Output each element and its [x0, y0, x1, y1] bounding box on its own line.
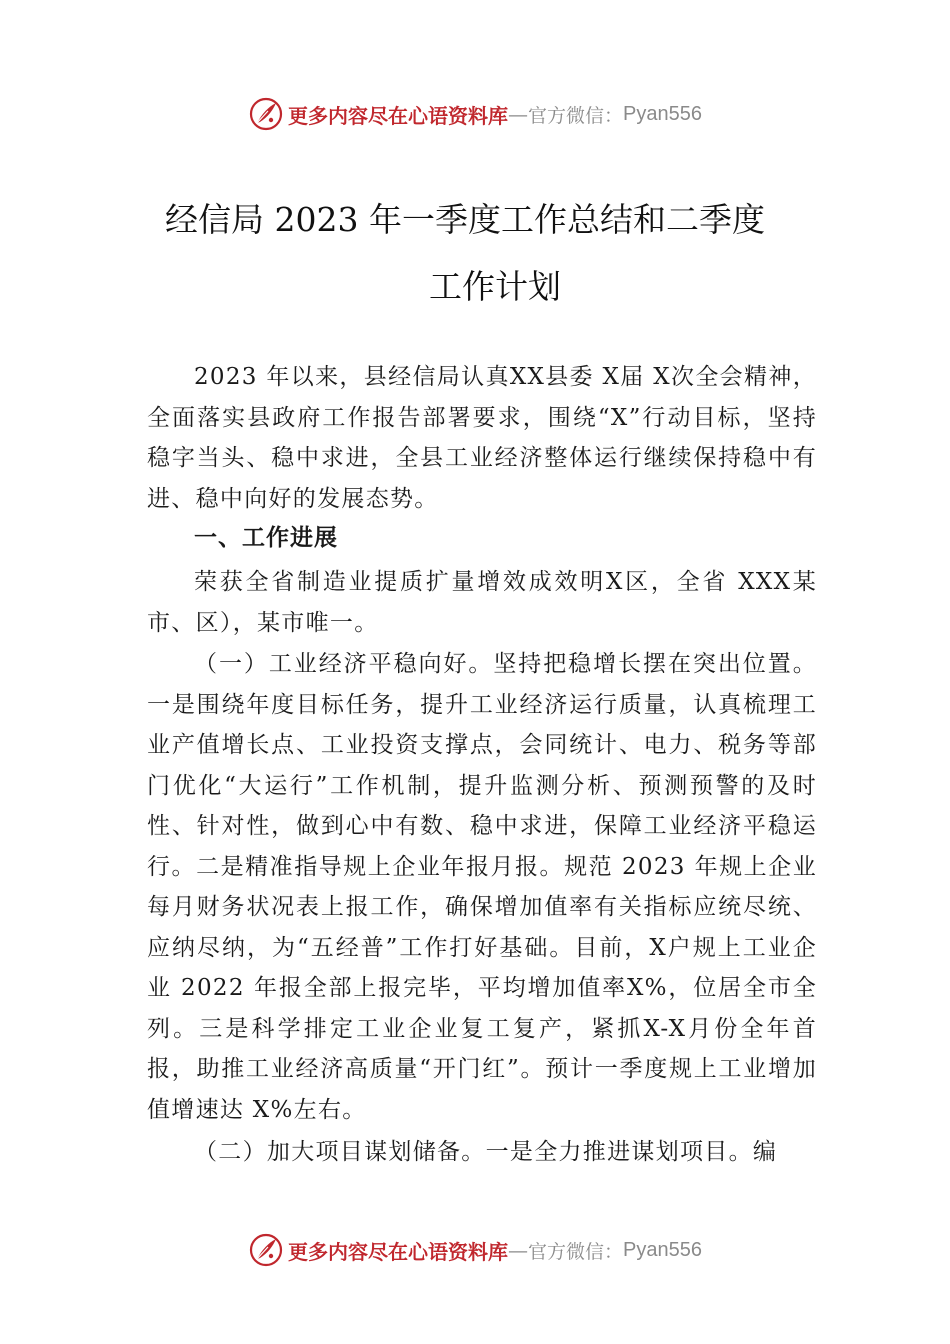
banner-separator: — [508, 102, 528, 126]
feather-pen-logo-icon [248, 1232, 284, 1268]
document-title-line1: 经信局 2023 年一季度工作总结和二季度 [165, 200, 765, 239]
feather-pen-logo-icon [248, 96, 284, 132]
honor-paragraph: 荣获全省制造业提质扩量增效成效明X区，全省 XXX某市、区），某市唯一。 [147, 569, 817, 636]
banner-site-text: 更多内容尽在心语资料库 [288, 1239, 508, 1264]
document-title-line2: 工作计划 [429, 267, 561, 306]
banner-wechat-id: Pyan556 [623, 102, 702, 125]
banner-site-text: 更多内容尽在心语资料库 [288, 103, 508, 128]
banner-separator: — [508, 1238, 528, 1262]
section-heading-progress: 一、工作进展 [194, 525, 338, 551]
item2-paragraph: （二）加大项目谋划储备。一是全力推进谋划项目。编 [194, 1139, 778, 1165]
item1-paragraph: （一）工业经济平稳向好。坚持把稳增长摆在突出位置。一是围绕年度目标任务，提升工业经济运行质量，认真梳理工业产值增长点、工业投资支撑点，会同统计、电力、税务等部门优化“大运行”工作机制，提升监测分析、预测预警的及时性、针对性，做到心中有数、稳中求进，保障工业经济平稳运行。二是精准指导规上企业年报月报。规范 2023 年规上企业每月财务状况表上报工作，确保增加值率有关指标应统尽统、应纳尽纳，为“五经普”工作打好基础。目前，X户规上工业企业 2022 年报全部上报完毕，平均增加值率X%，位居全市全列。三是科学排定工业企业复工复产，紧抓X-X月份全年首报，助推工业经济高质量“开门红”。预计一季度规上工业增加值增速达 X%左右。 [147, 651, 817, 1123]
banner-wechat-label: 官方微信： [528, 1240, 624, 1263]
banner-wechat-id: Pyan556 [623, 1238, 702, 1261]
header-banner [0, 92, 950, 136]
intro-paragraph: 2023 年以来，县经信局认真XX县委 X届 X次全会精神，全面落实县政府工作报告部署要求，围绕“X”行动目标，坚持稳字当头、稳中求进，全县工业经济整体运行继续保持稳中有进、稳中向好的发展态势。 [147, 364, 817, 512]
footer-banner [0, 1228, 950, 1272]
banner-wechat-label: 官方微信： [528, 104, 624, 127]
